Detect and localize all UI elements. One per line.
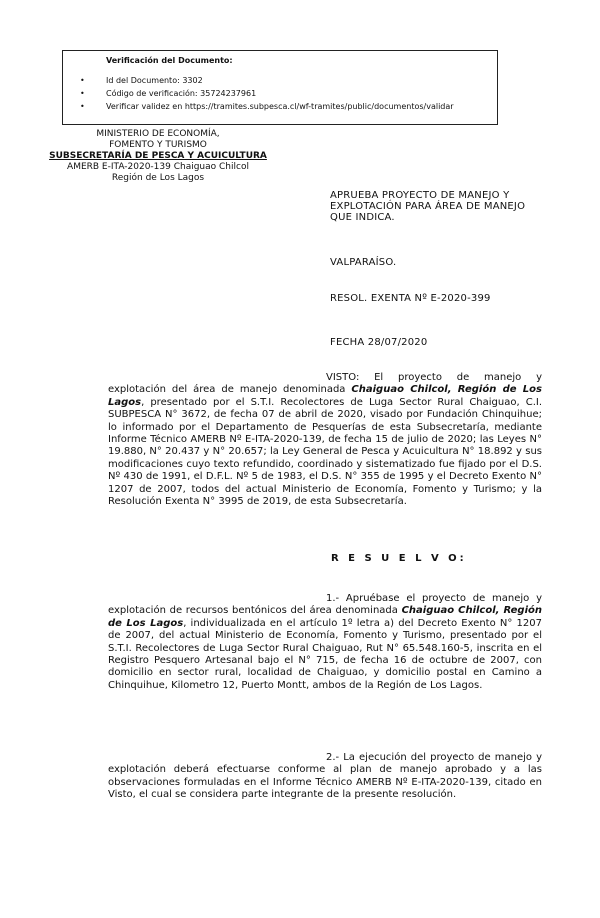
verification-url[interactable]: • Verificar validez en https://tramites.subpesca.cl/wf-tramites/public/documentos/validar bbox=[80, 100, 454, 113]
subsecretaria-title: SUBSECRETARÍA DE PESCA Y ACUICULTURA bbox=[49, 151, 267, 161]
verification-list bbox=[80, 74, 454, 113]
clause-1-text-1: 1.- Apruébase el proyecto de manejo y explotación de recursos bentónicos del área denominada bbox=[108, 593, 542, 617]
verification-id: • Id del Documento: 3302 bbox=[80, 74, 454, 87]
clause-1-text-2: , individualizada en el artículo 1º letra a) del Decreto Exento N° 1207 de 2007, del actual Ministerio de Economía, Fomento y Turismo, presentado por el S.T.I. Recolectores de Luga Sector Rural Chaiguao, Rut N° 65.548.160-5, inscrita en el Registro Pesquero Artesanal bajo el N° 715, de fecha 16 de octubre de 2007, con domicilio en sector rural, localidad de Chaiguao, y domicilio postal en Camino a Chinquihue, Kilometro 12, Puerto Montt, ambos de la Región de Los Lagos. bbox=[108, 617, 542, 691]
resolution-title bbox=[330, 190, 525, 223]
ministry-line-2: FOMENTO Y TURISMO bbox=[109, 140, 207, 150]
visto-paragraph bbox=[108, 372, 542, 508]
clause-2 bbox=[108, 752, 542, 802]
title-line-1: APRUEBA PROYECTO DE MANEJO Y bbox=[330, 190, 510, 201]
region-name: Región de Los Lagos bbox=[111, 173, 205, 183]
clause-1-area-name: Chaiguao Chilcol, Región de Los Lagos bbox=[108, 605, 543, 629]
resolution-date: FECHA 28/07/2020 bbox=[330, 337, 428, 348]
visto-text-2: , presentado por el S.T.I. Recolectores de Luga Sector Rural Chaiguao, C.I. SUBPESCA N° 3672, de fecha 07 de abril de 2020, visado por Fundación Chinquihue; lo informado por el Departamento de Pesquerías de esta Subsecretaría, mediante Informe Técnico AMERB Nº E-ITA-2020-139, de fecha 15 de julio de 2020; las Leyes N° 19.880, N° 20.437 y N° 20.657; la Ley General de Pesca y Acuicultura N° 18.892 y sus modificaciones cuyo texto refundido, coordinado y sistematizado fue fijado por el D.S. Nº 430 de 1991, el D.F.L. Nº 5 de 1983, el D.S. N° 355 de 1995 y el Decreto Exento N° 1207 de 2007, todos del actual Ministerio de Economía, Fomento y Turismo; y la Resolución Exenta N° 3995 de 2019, de esta Subsecretaría. bbox=[108, 396, 542, 508]
resolution-number: RESOL. EXENTA Nº E-2020-399 bbox=[330, 293, 491, 304]
clause-1 bbox=[108, 593, 542, 692]
ministry-line-1: MINISTERIO DE ECONOMÍA, bbox=[96, 129, 220, 139]
amerb-reference: AMERB E-ITA-2020-139 Chaiguao Chilcol bbox=[67, 162, 249, 172]
clause-2-text: 2.- La ejecución del proyecto de manejo y explotación deberá efectuarse conforme al plan de manejo aprobado y a las observaciones formuladas en el Informe Técnico AMERB Nº E-ITA-2020-139, citado en Visto, el cual se considera parte integrante de la presente resolución. bbox=[108, 752, 542, 801]
visto-area-name: Chaiguao Chilcol, Región de Los Lagos bbox=[108, 384, 542, 408]
verification-code: • Código de verificación: 35724237961 bbox=[80, 87, 454, 100]
title-line-2: EXPLOTACIÓN PARA ÁREA DE MANEJO bbox=[330, 201, 526, 212]
resuelvo-heading: R E S U E L V O: bbox=[331, 553, 467, 564]
title-line-3: QUE INDICA. bbox=[330, 212, 395, 223]
verification-title: Verificación del Documento: bbox=[106, 56, 233, 65]
visto-text-1: VISTO: El proyecto de manejo y explotación del área de manejo denominada bbox=[108, 372, 542, 396]
ministry-header bbox=[38, 129, 278, 184]
city: VALPARAÍSO. bbox=[330, 257, 397, 268]
